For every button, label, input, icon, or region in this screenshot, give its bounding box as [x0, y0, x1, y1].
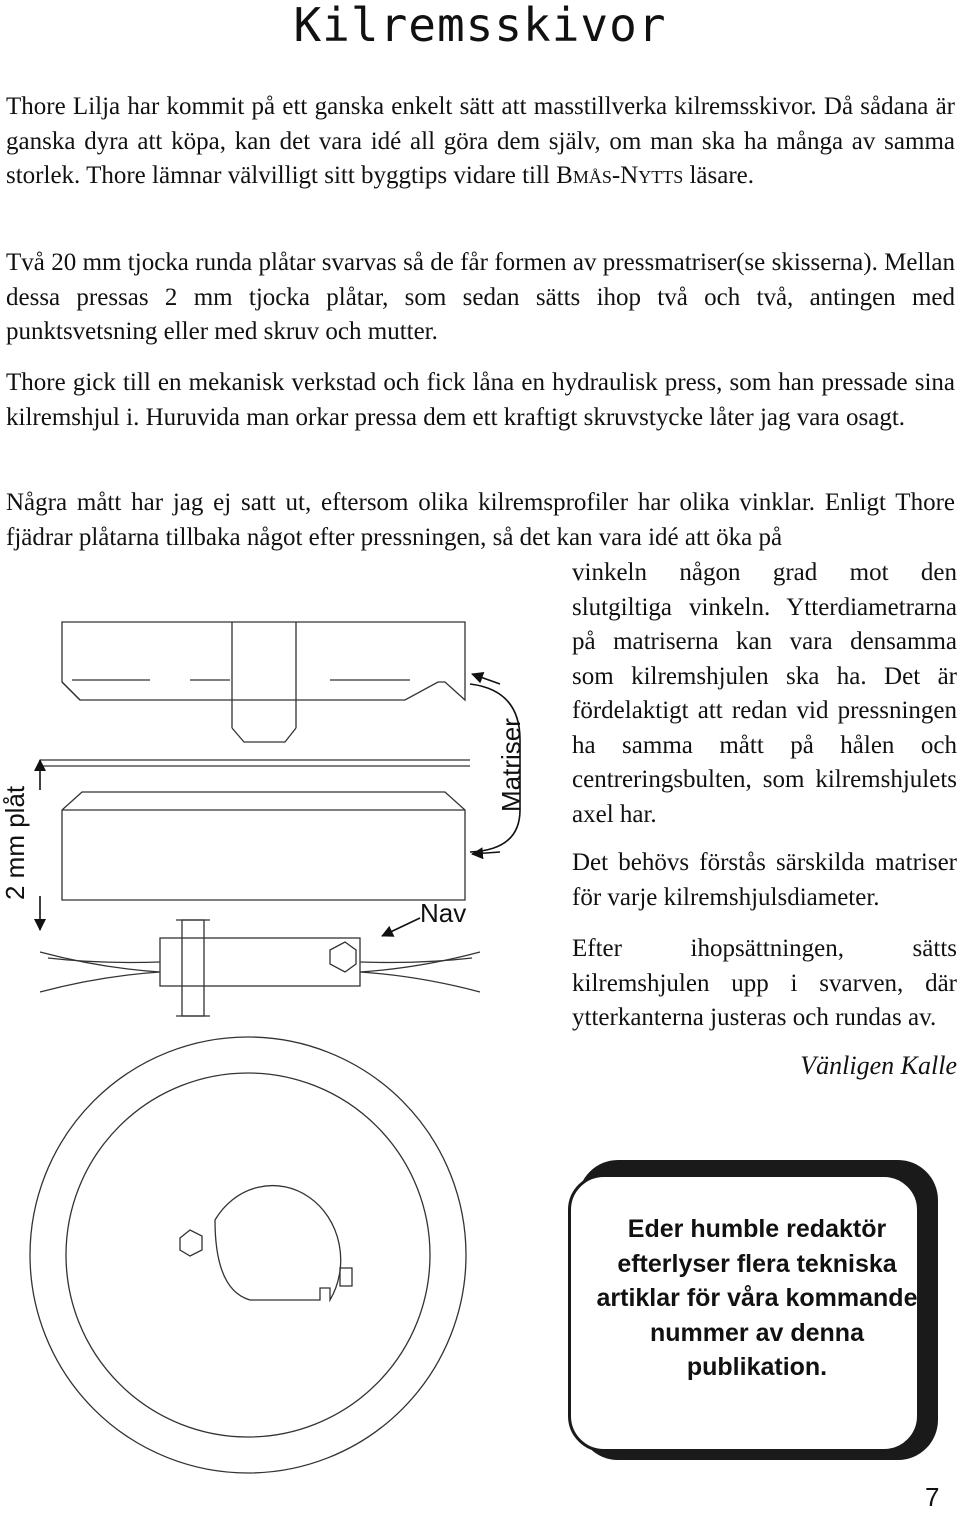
- page-title: Kilremsskivor: [293, 0, 667, 52]
- signature: Vänligen Kalle: [800, 1051, 957, 1080]
- label-plate: 2 mm plåt: [0, 785, 30, 900]
- intro-text-after: läsare.: [683, 162, 755, 189]
- intro-text-before: Thore Lilja har kommit på ett ganska enkelt sätt att masstillverka kilremsskivor. Då sådana är ganska dyra att köpa, kan det vara idé all göra dem själv, om man ska ha många av samma storlek. Thore lämnar välvilligt sitt byggtips vidare till: [6, 93, 955, 189]
- notice-text: Eder humble redaktör efterlyser flera tekniska artiklar för våra kommande nummer av denna publikation.: [596, 1215, 918, 1381]
- upper-matrix: [62, 622, 465, 742]
- label-matrices: Matriser: [496, 718, 526, 812]
- intro-paragraph: [6, 90, 955, 194]
- paragraph-press: Thore gick till en mekanisk verkstad och fick låna en hydraulisk press, som han pressade sina kilremshjul i. Huruvida man orkar pressa dem ett kraftigt skruvstycke låter jag vara osagt.: [6, 369, 955, 431]
- assembled-pulley-section: [40, 920, 480, 1016]
- publication-name: Bmås-Nytts: [556, 162, 684, 189]
- right-column-paragraph-matrices: Det behövs förstås särskilda matriser för varje kilremshjulsdiameter.: [572, 849, 957, 911]
- editor-notice: [568, 1160, 938, 1460]
- label-hub: Nav: [420, 898, 467, 928]
- disc-plan-view: [30, 1037, 466, 1473]
- page-number: 7: [925, 1482, 940, 1512]
- paragraph-plates: Två 20 mm tjocka runda plåtar svarvas så de får formen av pressmatriser(se skisserna). Mellan dessa pressas 2 mm tjocka plåtar, som sedan sätts ihop två och två, antingen med punktsvetsning eller med skruv och mutter.: [6, 249, 955, 345]
- right-column-paragraph-angle: vinkeln någon grad mot den slutgiltiga vinkeln. Ytterdiametrarna på matriserna kan vara densamma som kilremshjulen ska ha. Det är fördelaktigt att redan vid pressningen ha samma mått på hålen och centreringsbulten, som kilremshjulets axel har.: [572, 559, 957, 828]
- right-column-paragraph-assembly: Efter ihopsättningen, sätts kilremshjulen upp i svarven, där ytterkanterna justeras och rundas av.: [572, 935, 957, 1031]
- lower-matrix: [62, 792, 465, 900]
- pulley-diagram: [0, 600, 560, 1500]
- paragraph-measurements: Några mått har jag ej satt ut, eftersom olika kilremsprofiler har olika vinklar. Enligt Thore fjädrar plåtarna tillbaka något efter pressningen, så det kan vara idé att öka på: [6, 489, 955, 551]
